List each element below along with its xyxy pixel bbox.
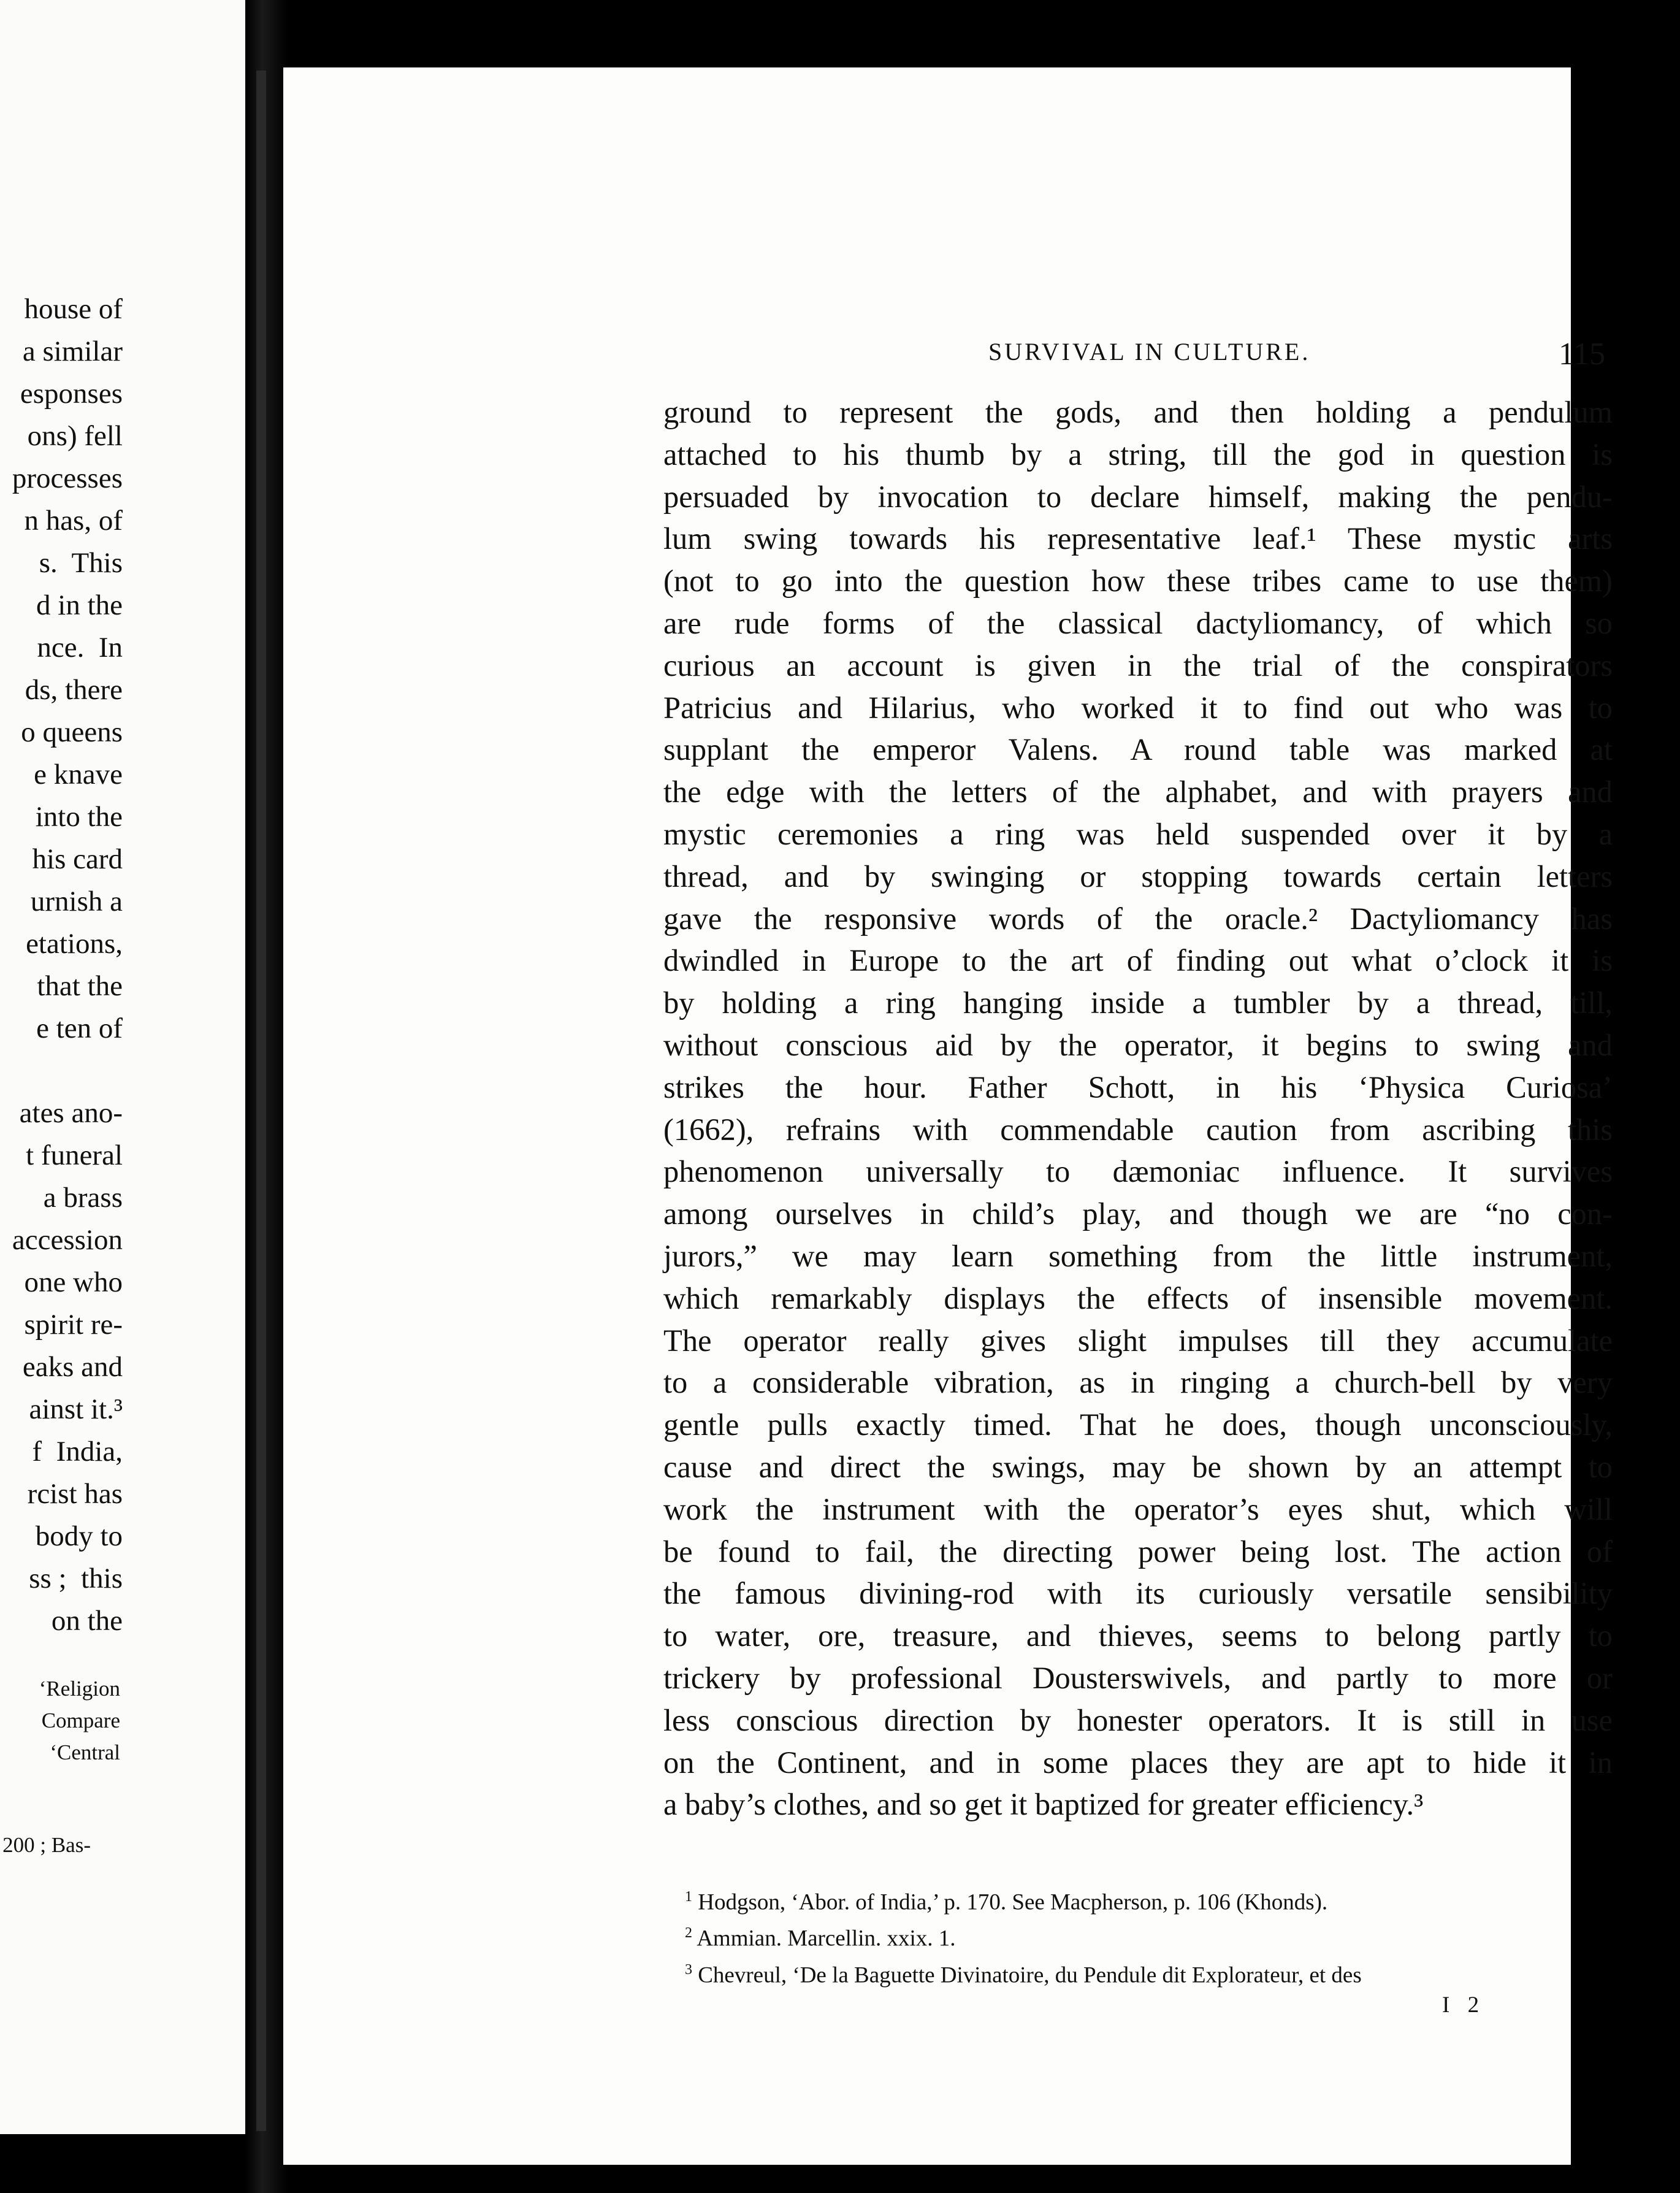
text-line: gave the responsive words of the oracle.² Dactyliomancy has [663, 901, 1613, 936]
left-page-line [0, 1050, 123, 1092]
text-line: thread, and by swinging or stopping towards certain letters [663, 859, 1613, 894]
text-line: trickery by professional Dousterswivels, and partly to more or [663, 1660, 1613, 1695]
left-page-line: accession [12, 1224, 123, 1256]
footnote-mark: 3 [685, 1961, 692, 1978]
text-line: by holding a ring hanging inside a tumbler by a thread, till, [663, 986, 1613, 1020]
text-line: jurors,” we may learn something from the little instrument, [663, 1238, 1613, 1273]
left-page-line: t funeral [26, 1139, 123, 1171]
left-page-line: his card [32, 843, 123, 875]
footnote [685, 1954, 1586, 1991]
text-line: attached to his thumb by a string, till the god in question is [663, 437, 1613, 472]
left-page-line: on the [51, 1605, 123, 1637]
text-line: cause and direct the swings, may be shown by an attempt to [663, 1449, 1613, 1484]
footnote [685, 1881, 1586, 1918]
text-line: which remarkably displays the effects of insensible movement. [663, 1280, 1613, 1315]
running-head: SURVIVAL IN CULTURE. [988, 338, 1311, 366]
left-page-line: ds, there [25, 674, 123, 706]
left-page-line: one who [24, 1266, 123, 1298]
footnote-mark: 1 [685, 1889, 692, 1905]
left-page-line: rcist has [27, 1478, 123, 1510]
text-line: to water, ore, treasure, and thieves, seems to belong partly to [663, 1618, 1613, 1653]
text-line: lum swing towards his representative leaf.¹ These mystic arts [663, 521, 1613, 556]
left-page-line: o queens [21, 716, 123, 748]
text-line: are rude forms of the classical dactyliomancy, of which so [663, 605, 1613, 640]
text-line: work the instrument with the operator’s eyes shut, which will [663, 1491, 1613, 1526]
left-page-bottom-note: 200 ; Bas- [2, 1833, 91, 1857]
left-page-line: a brass [43, 1182, 123, 1214]
left-page-line: body to [35, 1520, 123, 1552]
text-line: (1662), refrains with commendable caution from ascribing this [663, 1112, 1613, 1147]
text-line: The operator really gives slight impulses till they accumulate [663, 1323, 1613, 1358]
left-page-line: e knave [34, 759, 123, 790]
footnote-mark: 2 [685, 1925, 692, 1942]
text-line: without conscious aid by the operator, it begins to swing and [663, 1027, 1613, 1062]
left-page-line: ainst it.³ [29, 1393, 123, 1425]
footnote [685, 1918, 1586, 1954]
footnotes [685, 1881, 1586, 1991]
text-line: ground to represent the gods, and then holding a pendulum [663, 395, 1613, 429]
left-page-line: esponses [20, 378, 123, 410]
left-page-line: ss ; this [29, 1563, 123, 1594]
left-page-line: f India, [32, 1436, 123, 1468]
left-page-note-line: ‘Religion [39, 1677, 120, 1701]
body-text [663, 391, 1613, 1826]
book-gutter [245, 0, 288, 2193]
text-line: persuaded by invocation to declare himself, making the pendu- [663, 479, 1613, 514]
text-line: on the Continent, and in some places they are apt to hide it in [663, 1745, 1613, 1780]
footnote-text: Hodgson, ‘Abor. of India,’ p. 170. See Macpherson, p. 106 (Khonds). [692, 1889, 1328, 1915]
footnote-text: Chevreul, ‘De la Baguette Divinatoire, du Pendule dit Explorateur, et des [692, 1962, 1362, 1988]
left-page-text [0, 288, 123, 1642]
page-number: 115 [1559, 337, 1606, 372]
text-line: phenomenon universally to dæmoniac influence. It survives [663, 1154, 1613, 1189]
text-line: dwindled in Europe to the art of finding out what o’clock it is [663, 943, 1613, 978]
left-page-line: nce. In [37, 632, 123, 664]
left-page-line: d in the [36, 589, 123, 621]
left-facing-page [0, 0, 245, 2134]
left-page-line: s. This [39, 547, 123, 579]
text-line: (not to go into the question how these tribes came to use them) [663, 564, 1613, 599]
left-page-line: n has, of [24, 505, 123, 537]
text-line: the famous divining-rod with its curiously versatile sensibility [663, 1576, 1613, 1611]
text-line: supplant the emperor Valens. A round table was marked at [663, 732, 1613, 767]
left-page-line: a similar [22, 335, 123, 367]
text-line: less conscious direction by honester operators. It is still in use [663, 1702, 1613, 1737]
left-page-line: processes [12, 462, 123, 494]
left-page-line: etations, [26, 928, 123, 960]
text-line: Patricius and Hilarius, who worked it to find out who was to [663, 690, 1613, 725]
left-page-note-line: Compare [41, 1709, 120, 1732]
left-page-line: into the [35, 801, 123, 833]
page-115 [283, 67, 1613, 2165]
left-page-line: urnish a [30, 886, 123, 917]
left-page-notes [0, 1673, 120, 1769]
text-line: a baby’s clothes, and so get it baptized for greater efficiency.³ [663, 1787, 1424, 1822]
left-page-note-line: ‘Central [50, 1740, 120, 1764]
footnote-text: Ammian. Marcellin. xxix. 1. [692, 1926, 956, 1951]
text-line: mystic ceremonies a ring was held suspended over it by a [663, 816, 1613, 851]
left-page-line: eaks and [22, 1351, 123, 1383]
text-line: strikes the hour. Father Schott, in his ‘Physica Curiosa’ [663, 1070, 1613, 1104]
text-line: among ourselves in child’s play, and though we are “no con- [663, 1196, 1613, 1231]
left-page-line: ates ano- [19, 1097, 123, 1129]
text-line: curious an account is given in the trial of the conspirators [663, 648, 1613, 683]
left-page-line: that the [37, 970, 123, 1002]
left-page-line: ons) fell [27, 420, 123, 452]
text-line: gentle pulls exactly timed. That he does, though unconsciously, [663, 1407, 1613, 1442]
text-line: to a considerable vibration, as in ringing a church-bell by very [663, 1365, 1613, 1400]
left-page-line: e ten of [36, 1012, 123, 1044]
text-line: the edge with the letters of the alphabet, and with prayers and [663, 775, 1613, 809]
left-page-line: spirit re- [24, 1309, 123, 1341]
text-line: be found to fail, the directing power being lost. The action of [663, 1534, 1613, 1569]
binding-edge [256, 71, 266, 2131]
left-page-line: house of [24, 293, 123, 325]
signature-mark: I 2 [1442, 1992, 1486, 2018]
